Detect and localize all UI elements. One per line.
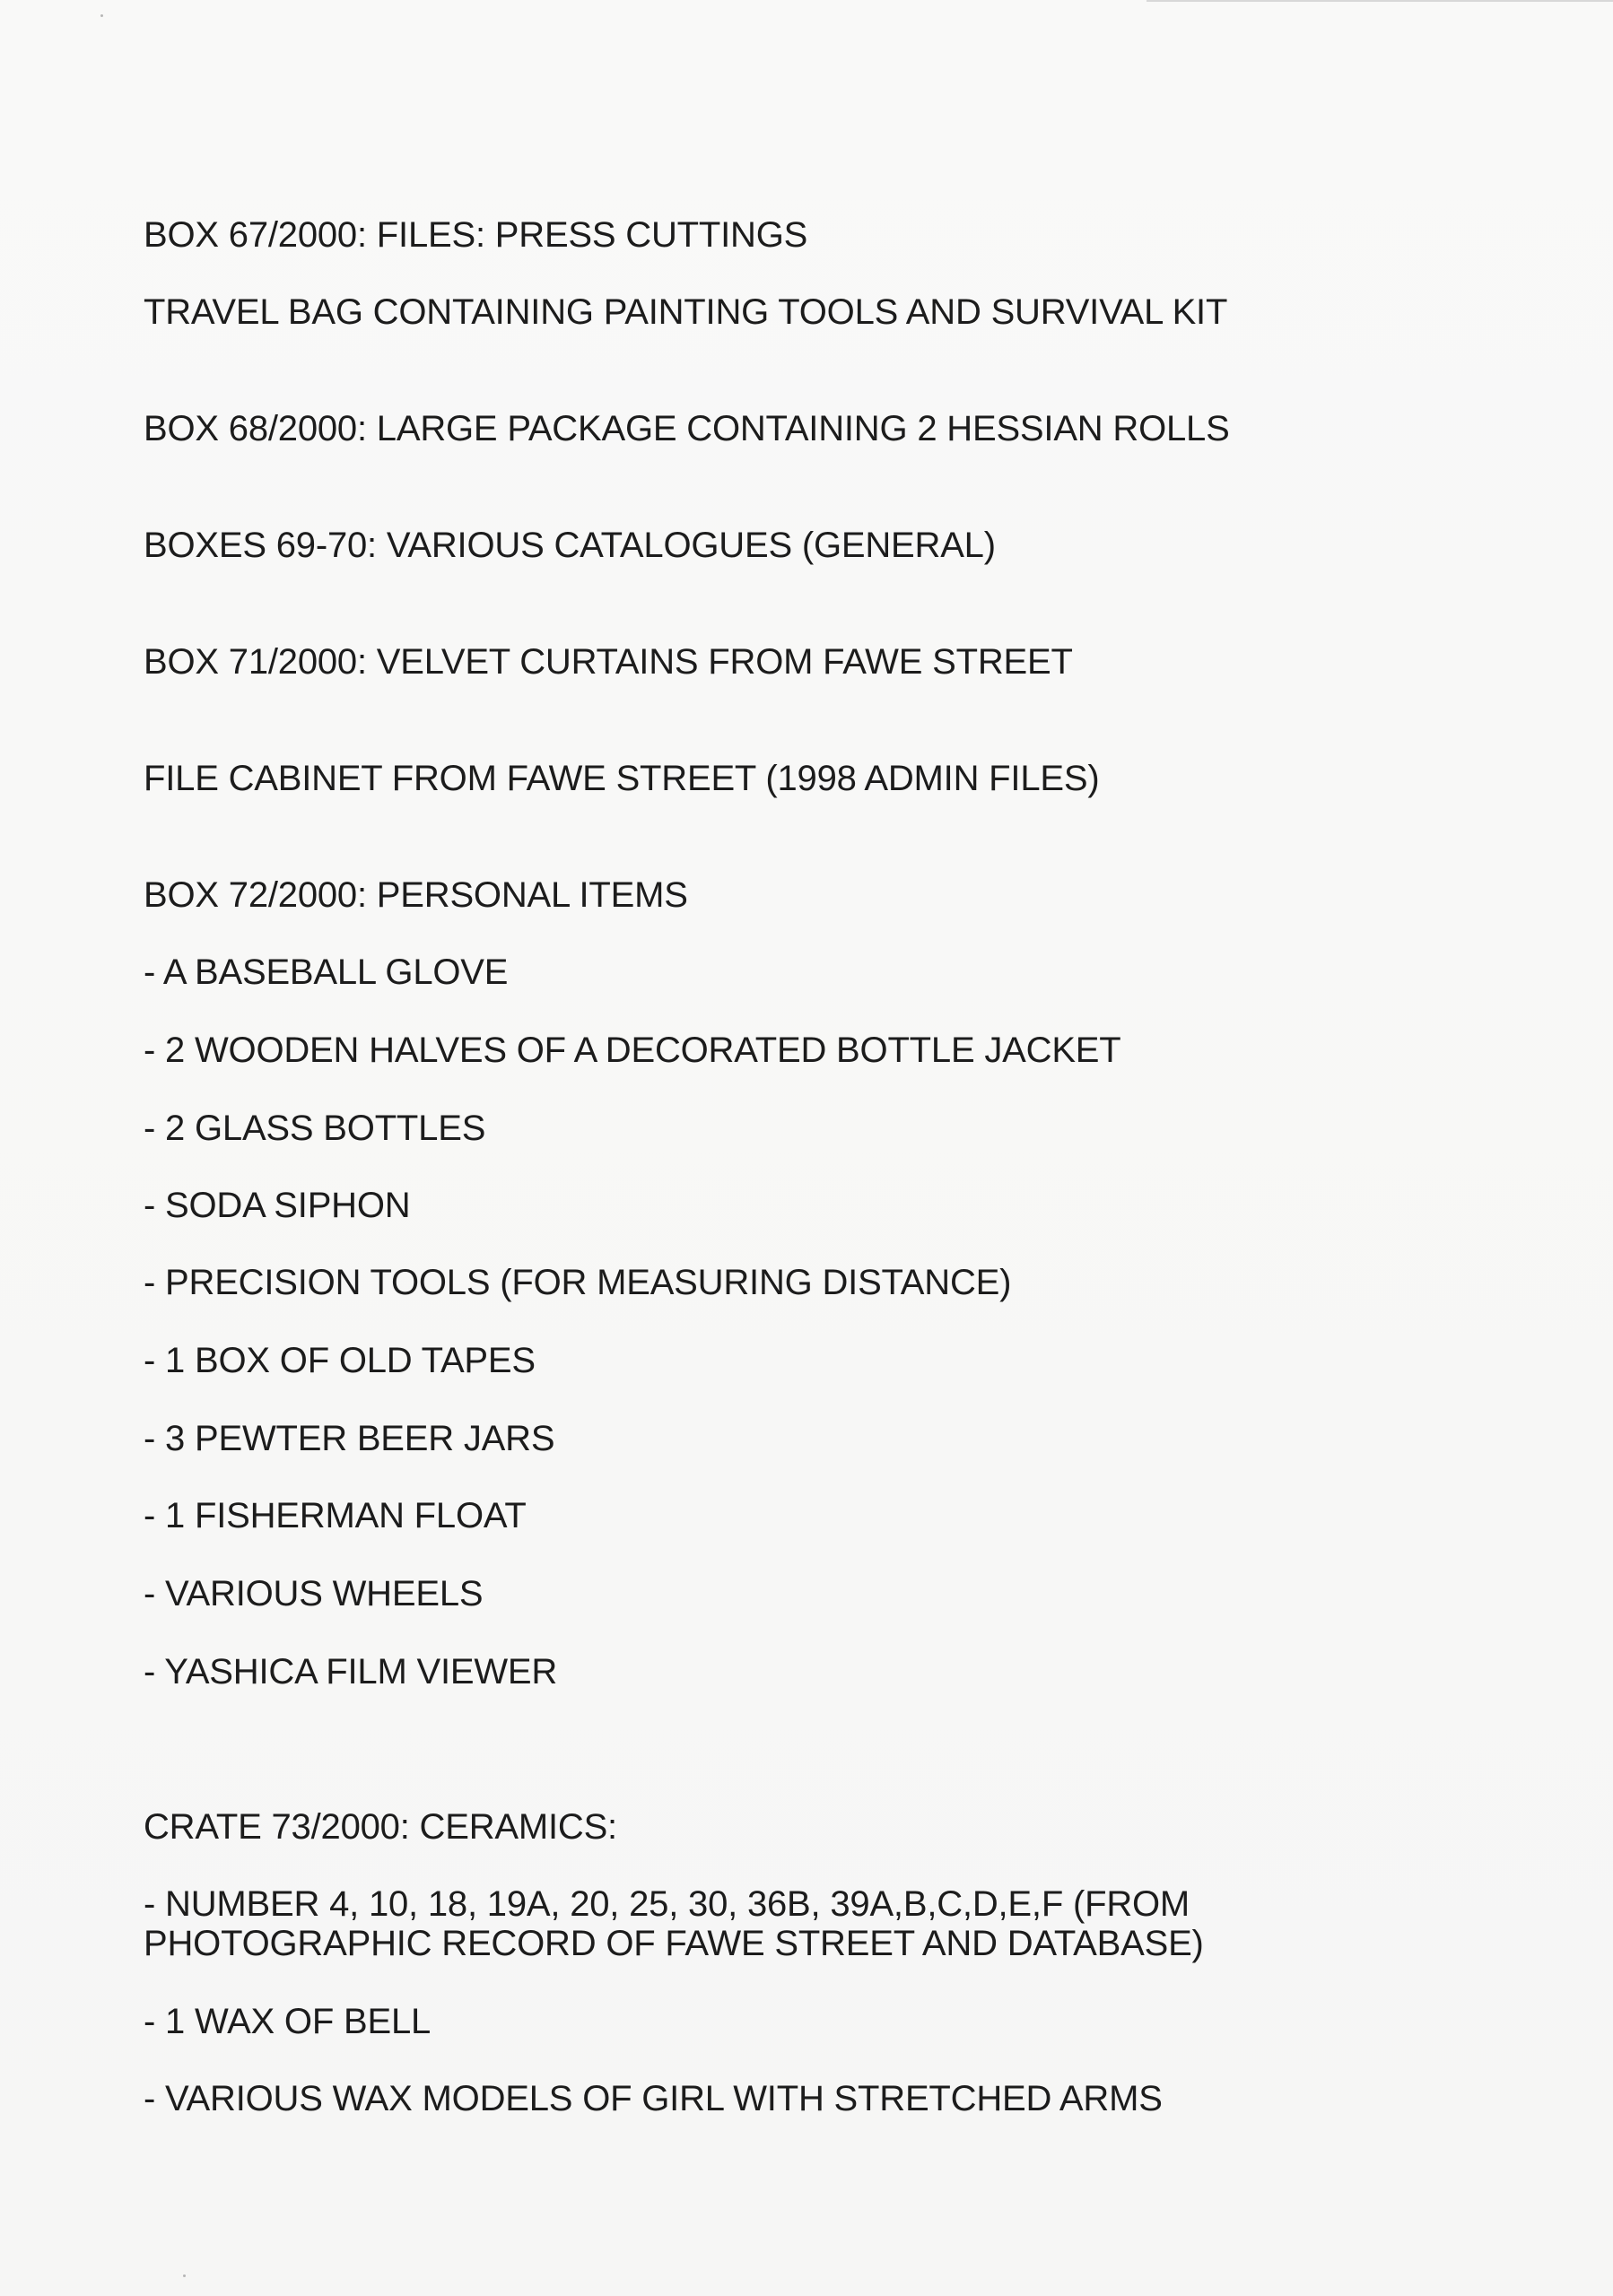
paper-speck bbox=[100, 14, 103, 17]
page-edge-shadow bbox=[1147, 0, 1613, 2]
list-item: - 1 FISHERMAN FLOAT bbox=[144, 1496, 527, 1535]
list-item: - VARIOUS WHEELS bbox=[144, 1574, 484, 1613]
entry-box-72: BOX 72/2000: PERSONAL ITEMS bbox=[144, 875, 688, 915]
entry-box-67: BOX 67/2000: FILES: PRESS CUTTINGS bbox=[144, 215, 808, 255]
list-item: - YASHICA FILM VIEWER bbox=[144, 1652, 558, 1692]
entry-travel-bag: TRAVEL BAG CONTAINING PAINTING TOOLS AND SURVIVAL KIT bbox=[144, 292, 1228, 332]
list-item: - 3 PEWTER BEER JARS bbox=[144, 1419, 555, 1458]
paper-speck bbox=[183, 2274, 186, 2277]
list-item: - NUMBER 4, 10, 18, 19A, 20, 25, 30, 36B, 39A,B,C,D,E,F (FROM PHOTOGRAPHIC RECORD OF FAWE STREET AND DATABASE) bbox=[144, 1884, 1204, 1963]
entry-boxes-69-70: BOXES 69-70: VARIOUS CATALOGUES (GENERAL) bbox=[144, 526, 996, 565]
entry-box-71: BOX 71/2000: VELVET CURTAINS FROM FAWE STREET bbox=[144, 642, 1073, 682]
entry-crate-73: CRATE 73/2000: CERAMICS: bbox=[144, 1807, 617, 1847]
list-item: - A BASEBALL GLOVE bbox=[144, 952, 509, 992]
list-item: - 2 GLASS BOTTLES bbox=[144, 1109, 486, 1148]
list-item: - 1 BOX OF OLD TAPES bbox=[144, 1341, 536, 1380]
list-item: - 1 WAX OF BELL bbox=[144, 2002, 432, 2041]
list-item: - SODA SIPHON bbox=[144, 1186, 411, 1225]
entry-box-68: BOX 68/2000: LARGE PACKAGE CONTAINING 2 HESSIAN ROLLS bbox=[144, 409, 1230, 448]
list-item: - PRECISION TOOLS (FOR MEASURING DISTANCE) bbox=[144, 1263, 1012, 1302]
list-item: - 2 WOODEN HALVES OF A DECORATED BOTTLE JACKET bbox=[144, 1031, 1121, 1070]
list-item: - VARIOUS WAX MODELS OF GIRL WITH STRETCHED ARMS bbox=[144, 2079, 1163, 2118]
entry-file-cabinet: FILE CABINET FROM FAWE STREET (1998 ADMIN FILES) bbox=[144, 759, 1100, 798]
